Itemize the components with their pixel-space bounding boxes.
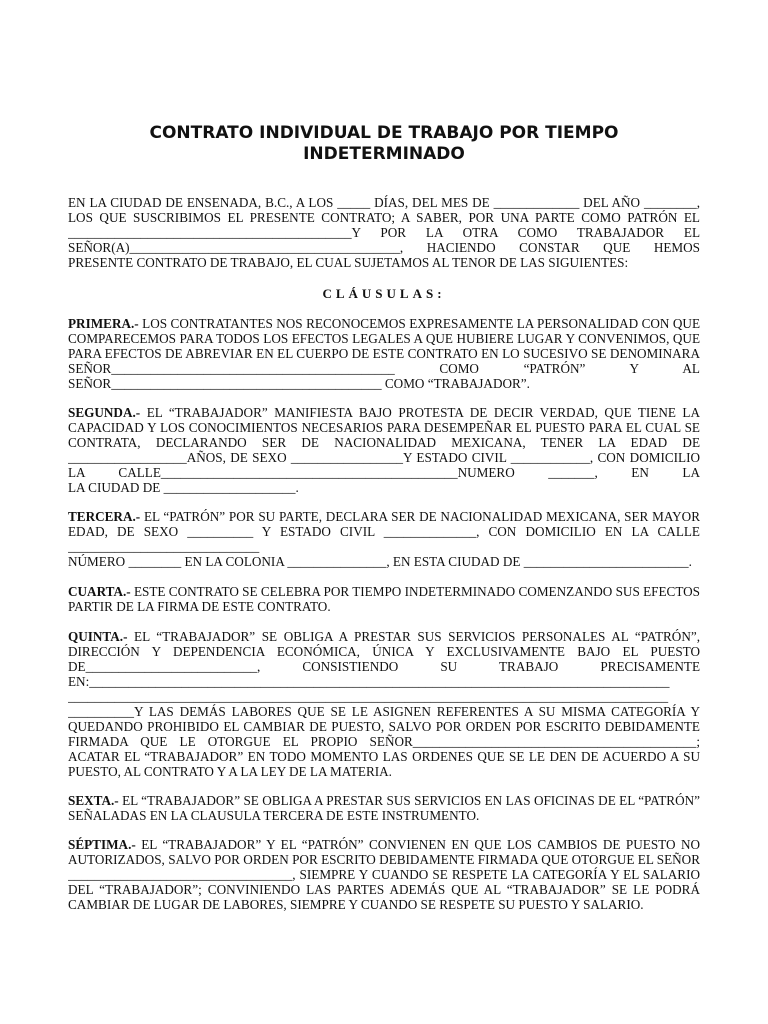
clause-line (68, 405, 700, 420)
clause-line (68, 316, 700, 331)
clause-line (68, 584, 700, 599)
clause-heading: SEGUNDA.- (68, 405, 141, 420)
clause-line: PARTIR DE LA FIRMA DE ESTE CONTRATO. (68, 599, 331, 614)
clause-line: CONTRATA, DECLARANDO SER DE NACIONALIDAD MEXICANA, TENER LA EDAD DE (68, 435, 700, 450)
clause-text: EL “TRABAJADOR” MANIFIESTA BAJO PROTESTA DE DECIR VERDAD, QUE TIENE LA (140, 405, 700, 420)
intro-line: SEÑOR(A)_________________________________________, HACIENDO CONSTAR QUE HEMOS (68, 240, 700, 255)
clause-line (68, 629, 700, 644)
clause-cuarta (68, 584, 700, 614)
clause-text: EL “TRABAJADOR” SE OBLIGA A PRESTAR SUS SERVICIOS PERSONALES AL “PATRÓN”, (134, 629, 700, 644)
clause-line: __________Y LAS DEMÁS LABORES QUE SE LE ASIGNEN REFERENTES A SU MISMA CATEGORÍA Y (68, 704, 700, 719)
clause-line: SEÑOR___________________________________________ COMO “PATRÓN” Y AL (68, 361, 700, 376)
clause-line: PARA EFECTOS DE ABREVIAR EN EL CUERPO DE ESTE CONTRATO EN LO SUCESIVO SE DENOMINARA (68, 346, 700, 361)
clause-quinta (68, 629, 700, 779)
clause-line: ___________________________________________________________________________________________ (68, 689, 669, 704)
clause-text: EL “TRABAJADOR” Y EL “PATRÓN” CONVIENEN EN QUE LOS CAMBIOS DE PUESTO NO (141, 837, 700, 852)
clause-line: CAMBIAR DE LUGAR DE LABORES, SIEMPRE Y CUANDO SE RESPETE SU PUESTO Y SALARIO. (68, 897, 644, 912)
clause-line: LA CIUDAD DE ____________________. (68, 480, 299, 495)
clause-line: ACATAR EL “TRABAJADOR” EN TODO MOMENTO LAS ORDENES QUE SE LE DEN DE ACUERDO A SU (68, 749, 700, 764)
clause-primera (68, 316, 700, 391)
clause-line: COMPARECEMOS PARA TODOS LOS EFECTOS LEGALES A QUE HUBIERE LUGAR Y CONVENIMOS, QUE (68, 331, 700, 346)
clause-heading: QUINTA.- (68, 629, 128, 644)
clause-line: NÚMERO ________ EN LA COLONIA _______________, EN ESTA CIUDAD DE _________________________. (68, 554, 692, 569)
title-line-1: CONTRATO INDIVIDUAL DE TRABAJO POR TIEMPO (149, 123, 619, 143)
clause-text: LOS CONTRATANTES NOS RECONOCEMOS EXPRESAMENTE LA PERSONALIDAD CON QUE (138, 316, 700, 331)
intro-line: LOS QUE SUSCRIBIMOS EL PRESENTE CONTRATO; A SABER, POR UNA PARTE COMO PATRÓN EL (68, 210, 700, 225)
intro-line: PRESENTE CONTRATO DE TRABAJO, EL CUAL SUJETAMOS AL TENOR DE LAS SIGUIENTES: (68, 255, 629, 270)
clause-tercera (68, 509, 700, 569)
clause-heading: SEXTA.- (68, 793, 119, 808)
clause-septima (68, 837, 700, 912)
clause-line: QUEDANDO PROHIBIDO EL CAMBIAR DE PUESTO, SALVO POR ORDEN POR ESCRITO DEBIDAMENTE (68, 719, 700, 734)
intro-line: EN LA CIUDAD DE ENSENADA, B.C., A LOS _____ DÍAS, DEL MES DE _____________ DEL AÑO ________, (68, 195, 700, 210)
clause-line: SEÑALADAS EN LA CLAUSULA TERCERA DE ESTE INSTRUMENTO. (68, 808, 480, 823)
clause-text: EL “TRABAJADOR” SE OBLIGA A PRESTAR SUS SERVICIOS EN LAS OFICINAS DE EL “PATRÓN” (118, 793, 700, 808)
title-line-2: INDETERMINADO (303, 144, 465, 164)
clause-line: PUESTO, AL CONTRATO Y A LA LEY DE LA MATERIA. (68, 764, 392, 779)
clause-sexta (68, 793, 700, 823)
clause-line: __________________________________, SIEMPRE Y CUANDO SE RESPETE LA CATEGORÍA Y EL SALARIO (68, 867, 700, 882)
clause-line: SEÑOR_________________________________________ COMO “TRABAJADOR”. (68, 376, 530, 391)
clause-line: DIRECCIÓN Y DEPENDENCIA ECONÓMICA, ÚNICA Y EXCLUSIVAMENTE BAJO EL PUESTO (68, 644, 700, 659)
clause-line: EN:________________________________________________________________________________________ (68, 674, 670, 689)
clause-line (68, 837, 700, 852)
clause-text: ESTE CONTRATO SE CELEBRA POR TIEMPO INDETERMINADO COMENZANDO SUS EFECTOS (133, 584, 700, 599)
clause-line: EDAD, DE SEXO __________ Y ESTADO CIVIL ______________, CON DOMICILIO EN LA CALLE (68, 524, 700, 539)
clause-line: LA CALLE_____________________________________________NUMERO _______, EN LA (68, 465, 700, 480)
clause-line: CAPACIDAD Y LOS CONOCIMIENTOS NECESARIOS PARA DESEMPEÑAR EL PUESTO PARA EL CUAL SE (68, 420, 700, 435)
clause-line: AUTORIZADOS, SALVO POR ORDEN POR ESCRITO DEBIDAMENTE FIRMADA QUE OTORGUE EL SEÑOR (68, 852, 700, 867)
intro-paragraph (68, 195, 700, 270)
clause-heading: PRIMERA.- (68, 316, 139, 331)
clausulas-heading: CLÁUSULAS: (322, 286, 446, 301)
clause-line: _____________________________ (68, 539, 260, 554)
intro-line: ___________________________________________Y POR LA OTRA COMO TRABAJADOR EL (68, 225, 700, 240)
clause-line: FIRMADA QUE LE OTORGUE EL PROPIO SEÑOR___________________________________________; (68, 734, 700, 749)
clause-line: DEL “TRABAJADOR”; CONVINIENDO LAS PARTES ADEMÁS QUE AL “TRABAJADOR” SE LE PODRÁ (68, 882, 700, 897)
clause-heading: TERCERA.- (68, 509, 141, 524)
clause-line (68, 509, 700, 524)
clause-heading: CUARTA.- (68, 584, 131, 599)
document-title (0, 123, 768, 165)
clause-line: DE__________________________, CONSISTIENDO SU TRABAJO PRECISAMENTE (68, 659, 700, 674)
clause-line: __________________AÑOS, DE SEXO _________________Y ESTADO CIVIL ____________, CON DOMICILIO (68, 450, 700, 465)
clause-segunda (68, 405, 700, 495)
clause-line (68, 793, 700, 808)
clause-heading: SÉPTIMA.- (68, 837, 136, 852)
clause-text: EL “PATRÓN” POR SU PARTE, DECLARA SER DE NACIONALIDAD MEXICANA, SER MAYOR (143, 509, 700, 524)
